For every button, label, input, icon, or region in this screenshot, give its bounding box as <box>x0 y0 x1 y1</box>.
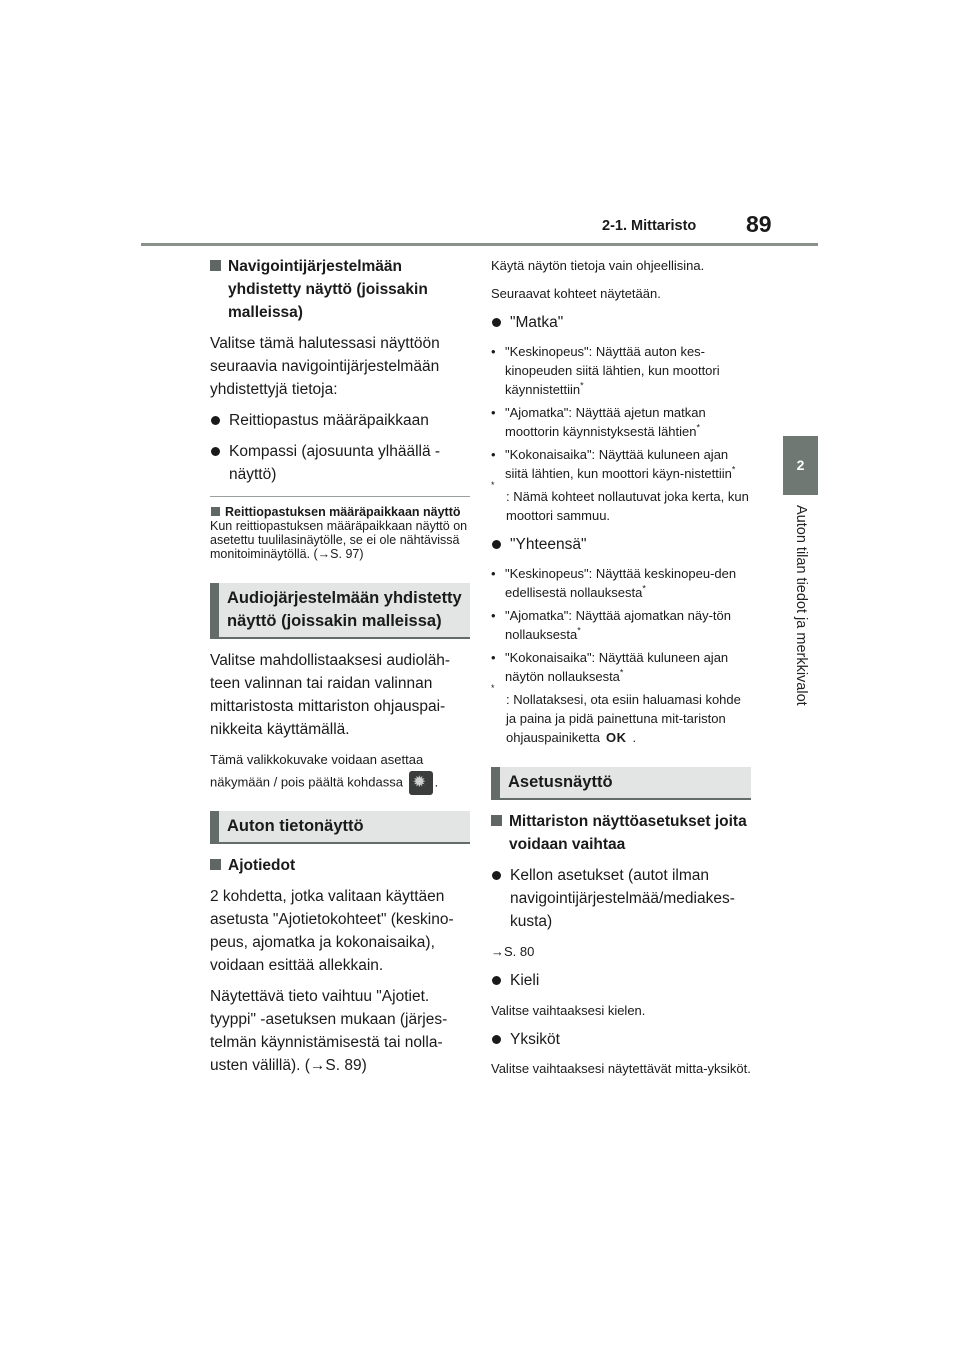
list-item: Kompassi (ajosuunta ylhäällä -näyttö) <box>210 440 470 486</box>
chapter-tab: 2 <box>783 436 818 495</box>
matka-title: "Matka" <box>491 311 751 334</box>
chapter-side-label: Auton tilan tiedot ja merkkivalot <box>793 505 809 706</box>
square-bullet-icon <box>491 815 502 826</box>
route-display-heading: Reittiopastuksen määräpaikkaan näyttö <box>210 505 470 519</box>
right-column <box>491 255 751 1084</box>
audio-section-title: Audiojärjestelmään yhdistetty näyttö (joissakin malleissa) <box>210 583 470 639</box>
settings-heading: Mittariston näyttöasetukset joita voidaan vaihtaa <box>491 810 751 856</box>
list-item: • "Kokonaisaika": Näyttää kuluneen ajan näytön nollauksesta* <box>491 650 729 684</box>
list-item: • "Ajomatka": Näyttää ajomatkan näy-tön nollauksesta* <box>491 608 732 642</box>
intro-text-1: Käytä näytön tietoja vain ohjeellisina. <box>491 258 705 273</box>
bullet-dot-icon <box>492 976 501 985</box>
nav-display-heading: Navigointijärjestelmään yhdistetty näyttö (joissakin malleissa) <box>210 255 470 324</box>
audio-note: Tämä valikkokuvake voidaan asettaa näkymään / pois päältä kohdassa ✹ . <box>210 749 470 795</box>
units-text: Valitse vaihtaaksesi näytettävät mitta-yksiköt. <box>491 1061 751 1076</box>
units-item: Yksiköt <box>491 1028 751 1051</box>
audio-text: Valitse mahdollistaaksesi audioläh-teen valinnan tai raidan valinnan mittaristosta mittariston ohjauspai-nikkeita käyttämällä. <box>210 652 451 738</box>
section-header: 2-1. Mittaristo <box>602 218 697 234</box>
gear-icon: ✹ <box>409 771 433 795</box>
bullet-dot-icon <box>492 540 501 549</box>
list-item: Reittiopastus määräpaikkaan <box>210 409 470 432</box>
language-text: Valitse vaihtaaksesi kielen. <box>491 1003 646 1018</box>
bullet-dot-icon <box>492 318 501 327</box>
square-bullet-icon <box>211 507 220 516</box>
footnote: * : Nämä kohteet nollautuvat joka kerta, kun moottori sammuu. <box>491 480 749 523</box>
ok-button-icon: OK <box>605 730 627 745</box>
list-item: • "Keskinopeus": Näyttää auton kes-kinopeuden siitä lähtien, kun moottori käynnistettiin* <box>491 344 720 397</box>
settings-section-title: Asetusnäyttö <box>491 767 751 800</box>
yhteensa-title: "Yhteensä" <box>491 533 751 556</box>
vehicle-info-section-title: Auton tietonäyttö <box>210 811 470 844</box>
divider <box>210 496 470 497</box>
bullet-dot-icon <box>492 871 501 880</box>
square-bullet-icon <box>210 859 221 870</box>
clock-page-ref: →S. 80 <box>491 944 535 959</box>
list-item: • "Kokonaisaika": Näyttää kuluneen ajan siitä lähtien, kun moottori käyn-nistettiin* <box>491 447 736 481</box>
language-item: Kieli <box>491 969 751 992</box>
list-item: • "Keskinopeus": Näyttää keskinopeu-den edellisestä nollauksesta* <box>491 566 737 600</box>
clock-settings-item: Kellon asetukset (autot ilman navigointijärjestelmää/mediakes-kusta) <box>491 864 751 933</box>
nav-display-text: Valitse tämä halutessasi näyttöön seuraavia navigointijärjestelmään yhdistettyjä tietoja: <box>210 335 440 398</box>
page-number: 89 <box>746 211 772 237</box>
trip-info-text-2: Näytettävä tieto vaihtuu "Ajotiet. tyyppi" -asetuksen mukaan (järjes-telmän käynnistämisestä tai nolla-usten välillä). (→S. 89) <box>210 988 448 1074</box>
trip-info-text-1: 2 kohdetta, jotka valitaan käyttäen asetusta "Ajotietokohteet" (keskino-peus, ajomatka ja kokonaisaika), voidaan esittää allekkain. <box>210 888 454 974</box>
square-bullet-icon <box>210 260 221 271</box>
header-rule <box>141 243 818 246</box>
route-display-text: Kun reittiopastuksen määräpaikkaan näyttö on asetettu tuulilasinäytölle, se ei ole nähtävissä monitoiminäytöllä. (→S. 97) <box>210 519 468 561</box>
trip-info-heading: Ajotiedot <box>210 854 470 877</box>
bullet-dot-icon <box>211 416 220 425</box>
list-item: • "Ajomatka": Näyttää ajetun matkan moottorin käynnistyksestä lähtien* <box>491 405 706 439</box>
left-column <box>210 255 470 1085</box>
intro-text-2: Seuraavat kohteet näytetään. <box>491 286 661 301</box>
footnote: * : Nollataksesi, ota esiin haluamasi kohde ja paina ja pidä painettuna mit-tariston ohjauspainiketta OK . <box>491 683 741 745</box>
bullet-dot-icon <box>211 447 220 456</box>
bullet-dot-icon <box>492 1035 501 1044</box>
